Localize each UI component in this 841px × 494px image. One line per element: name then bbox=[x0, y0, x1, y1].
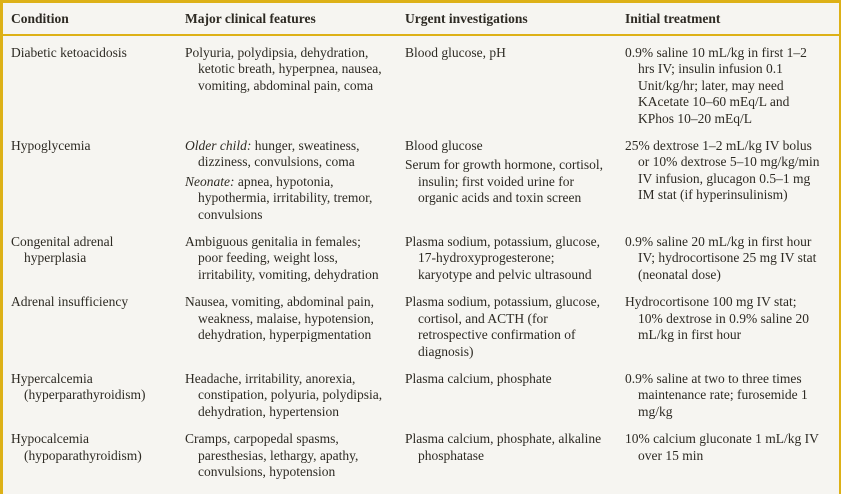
cell-paragraph: Adrenal insufficiency bbox=[11, 294, 129, 310]
cell-paragraph: Hypercalcemia (hyperparathyroidism) bbox=[11, 370, 146, 403]
cell-initial-treatment bbox=[625, 371, 839, 420]
cell-paragraph: 25% dextrose 1–2 mL/kg IV bolus or 10% dextrose 5–10 mg/kg/min IV infusion, glucagon 0.5–1 mg IM stat (if hyperinsulinism) bbox=[625, 138, 820, 203]
cell-paragraph: Hydrocortisone 100 mg IV stat; 10% dextrose in 0.9% saline 20 mL/kg in first hour bbox=[625, 294, 809, 343]
cell-initial-treatment bbox=[625, 234, 839, 283]
cell-urgent-investigations bbox=[405, 45, 625, 127]
cell-urgent-investigations bbox=[405, 234, 625, 283]
column-header-major-clinical-features: Major clinical features bbox=[185, 11, 316, 26]
cell-paragraph: Plasma sodium, potassium, glucose, 17-hydroxyprogesterone; karyotype and pelvic ultrasound bbox=[405, 234, 600, 282]
cell-paragraph: Plasma sodium, potassium, glucose, cortisol, and ACTH (for retrospective confirmation of diagnosis) bbox=[405, 294, 600, 359]
cell-paragraph: Plasma calcium, phosphate bbox=[405, 370, 552, 386]
cell-paragraph: Hypoglycemia bbox=[11, 138, 91, 154]
cell-condition bbox=[3, 138, 185, 223]
cell-initial-treatment bbox=[625, 45, 839, 127]
cell-urgent-investigations bbox=[405, 138, 625, 223]
cell-urgent-investigations bbox=[405, 294, 625, 360]
cell-paragraph: Headache, irritability, anorexia, constipation, polyuria, polydipsia, dehydration, hypertension bbox=[185, 370, 383, 419]
cell-paragraph: Congenital adrenal hyperplasia bbox=[11, 234, 114, 266]
cell-major-clinical-features bbox=[185, 431, 405, 480]
cell-paragraph: Blood glucose, pH bbox=[405, 45, 506, 60]
column-header-initial-treatment: Initial treatment bbox=[625, 11, 721, 26]
italic-lead: Neonate: bbox=[185, 173, 235, 189]
italic-lead: Older child: bbox=[185, 138, 252, 154]
cell-paragraph: 0.9% saline at two to three times maintenance rate; furosemide 1 mg/kg bbox=[625, 370, 808, 419]
cell-paragraph: 0.9% saline 20 mL/kg in first hour IV; hydrocortisone 25 mg IV stat (neonatal dose) bbox=[625, 234, 817, 282]
cell-paragraph: Older child: hunger, sweatiness, dizziness, convulsions, coma bbox=[185, 138, 360, 170]
cell-paragraph: Blood glucose bbox=[405, 138, 483, 154]
table-body bbox=[3, 36, 839, 480]
table-row bbox=[3, 234, 839, 283]
cell-initial-treatment bbox=[625, 138, 839, 223]
cell-paragraph: 10% calcium gluconate 1 mL/kg IV over 15 min bbox=[625, 431, 819, 463]
cell-paragraph: Cramps, carpopedal spasms, paresthesias, lethargy, apathy, convulsions, hypotension bbox=[185, 431, 359, 479]
cell-major-clinical-features bbox=[185, 294, 405, 360]
cell-paragraph: Serum for growth hormone, cortisol, insulin; first voided urine for organic acids and toxin screen bbox=[405, 157, 603, 206]
cell-paragraph: Neonate: apnea, hypotonia, hypothermia, irritability, tremor, convulsions bbox=[185, 173, 373, 222]
cell-paragraph: Ambiguous genitalia in females; poor feeding, weight loss, irritability, vomiting, dehydration bbox=[185, 234, 379, 282]
cell-major-clinical-features bbox=[185, 45, 405, 127]
cell-major-clinical-features bbox=[185, 138, 405, 223]
cell-paragraph: Plasma calcium, phosphate, alkaline phosphatase bbox=[405, 431, 602, 463]
cell-paragraph: Nausea, vomiting, abdominal pain, weakness, malaise, hypotension, dehydration, hyperpigmentation bbox=[185, 294, 374, 343]
cell-condition bbox=[3, 234, 185, 283]
table-header-row bbox=[3, 3, 839, 36]
cell-paragraph: 0.9% saline 10 mL/kg in first 1–2 hrs IV; insulin infusion 0.1 Unit/kg/hr; later, may need KAcetate 10–60 mEq/L and KPhos 10–20 mEq/L bbox=[625, 45, 807, 126]
cell-major-clinical-features bbox=[185, 234, 405, 283]
cell-condition bbox=[3, 294, 185, 360]
cell-condition bbox=[3, 45, 185, 127]
cell-condition bbox=[3, 371, 185, 420]
cell-condition bbox=[3, 431, 185, 480]
cell-paragraph: Hypocalcemia (hypoparathyroidism) bbox=[11, 431, 142, 463]
cell-initial-treatment bbox=[625, 431, 839, 480]
table-row bbox=[3, 371, 839, 420]
table-row bbox=[3, 294, 839, 360]
table-row bbox=[3, 45, 839, 127]
cell-initial-treatment bbox=[625, 294, 839, 360]
table-row bbox=[3, 138, 839, 223]
cell-paragraph: Polyuria, polydipsia, dehydration, ketotic breath, hyperpnea, nausea, vomiting, abdominal pain, coma bbox=[185, 45, 382, 93]
cell-urgent-investigations bbox=[405, 371, 625, 420]
table-row bbox=[3, 431, 839, 480]
column-header-condition: Condition bbox=[11, 11, 69, 26]
column-header-urgent-investigations: Urgent investigations bbox=[405, 11, 528, 26]
cell-major-clinical-features bbox=[185, 371, 405, 420]
cell-paragraph: Diabetic ketoacidosis bbox=[11, 45, 127, 60]
cell-urgent-investigations bbox=[405, 431, 625, 480]
